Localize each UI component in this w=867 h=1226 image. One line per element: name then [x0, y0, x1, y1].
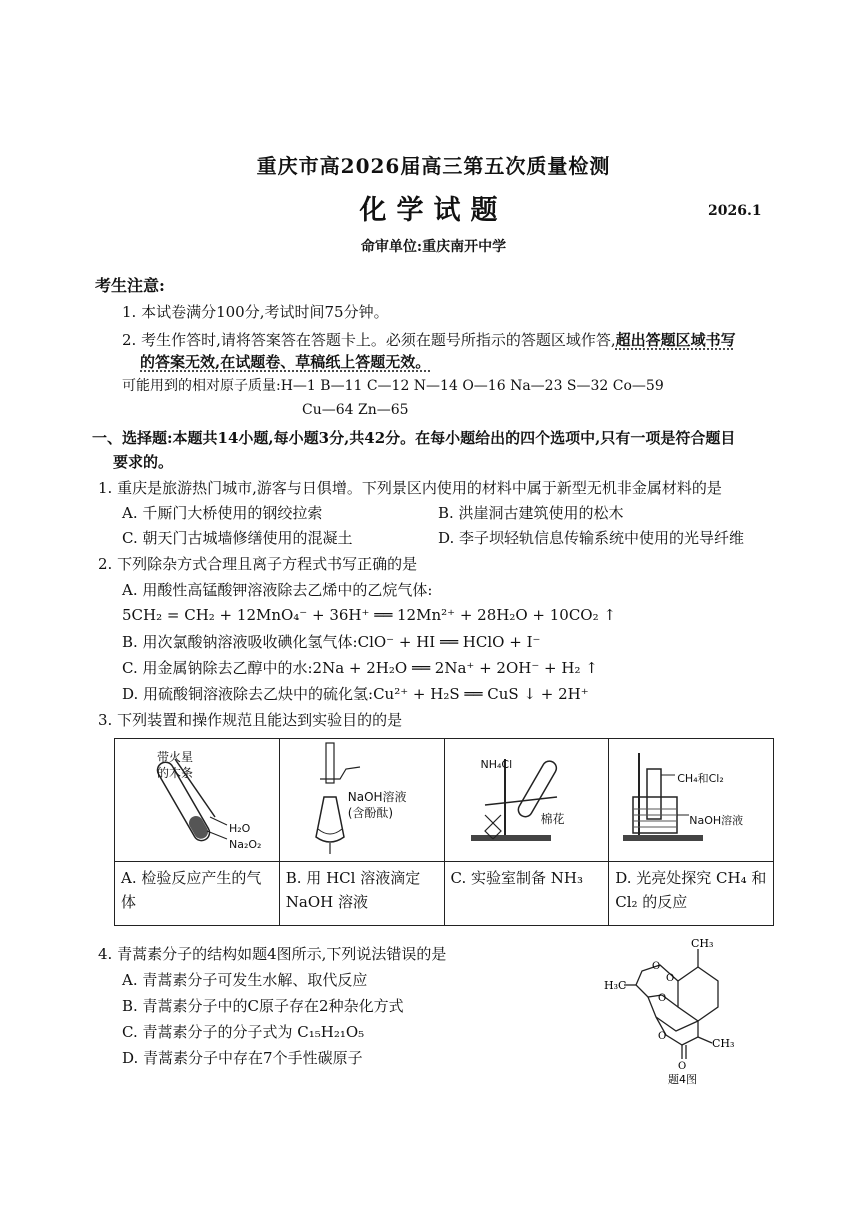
fig-a-label-2: 的木条	[157, 766, 194, 780]
exam-title: 重庆市高2026届高三第五次质量检测	[256, 154, 611, 178]
q4-option-c: C. 青蒿素分子的分子式为 C₁₅H₂₁O₅	[122, 1023, 365, 1041]
notice-item-1: 1. 本试卷满分100分,考试时间75分钟。	[122, 303, 389, 321]
q1-option-b: B. 洪崖洞古建筑使用的松木	[438, 504, 624, 522]
q3-option-a: A. 检验反应产生的气体	[115, 862, 280, 926]
q2-option-b: B. 用次氯酸钠溶液吸收碘化氢气体:ClO⁻ + HI ══ HClO + I⁻	[122, 633, 541, 651]
fig-4-label-o1: O	[652, 961, 661, 972]
notice-item-2	[122, 330, 736, 350]
q2-option-c: C. 用金属钠除去乙醇中的水:2Na + 2H₂O ══ 2Na⁺ + 2OH⁻ + H₂ ↑	[122, 659, 598, 677]
figure-c	[444, 739, 609, 862]
q1-option-a: A. 千厮门大桥使用的钢绞拉索	[122, 504, 323, 522]
q4-option-b: B. 青蒿素分子中的C原子存在2种杂化方式	[122, 997, 404, 1015]
q2-option-a-equation: 5CH₂ = CH₂ + 12MnO₄⁻ + 36H⁺ ══ 12Mn²⁺ + 28H₂O + 10CO₂ ↑	[122, 606, 616, 624]
q2-stem: 2. 下列除杂方式合理且离子方程式书写正确的是	[98, 555, 418, 573]
figure-d	[609, 739, 774, 862]
section-title: 一、选择题:本题共14小题,每小题3分,共42分。在每小题给出的四个选项中,只有一项是符合题目	[92, 429, 736, 447]
q3-apparatus-table	[114, 738, 774, 926]
gas-jar-icon	[609, 739, 769, 861]
fig-4-label-o5: O	[678, 1061, 687, 1072]
figure-a	[115, 739, 280, 862]
artemisinin-structure-icon	[600, 935, 770, 1085]
fig-c-label-2: 棉花	[540, 812, 565, 826]
fig-a-label-4: Na₂O₂	[229, 838, 262, 851]
q3-option-c: C. 实验室制备 NH₃	[444, 862, 609, 926]
notice-item-2-text: 2. 考生作答时,请将答案答在答题卡上。必须在题号所指示的答题区域作答,	[122, 331, 616, 349]
fig-4-label-o4: O	[658, 1031, 667, 1042]
fig-4-label-o3: O	[658, 993, 667, 1004]
q4-stem: 4. 青蒿素分子的结构如题4图所示,下列说法错误的是	[98, 945, 447, 963]
exam-date: 2026.1	[708, 203, 762, 219]
subject-title: 化学试题	[359, 195, 508, 226]
notice-title: 考生注意:	[95, 276, 165, 295]
q1-option-d: D. 李子坝轻轨信息传输系统中使用的光导纤维	[438, 529, 745, 547]
q3-stem: 3. 下列装置和操作规范且能达到实验目的的是	[98, 711, 403, 729]
fig-a-label-1: 带火星	[157, 750, 194, 764]
q1-option-c: C. 朝天门古城墙修缮使用的混凝土	[122, 529, 353, 547]
fig-4-label-ch3-bottom: CH₃	[712, 1037, 735, 1050]
q4-option-a: A. 青蒿素分子可发生水解、取代反应	[122, 971, 368, 989]
author-unit: 命审单位:重庆南开中学	[360, 239, 507, 255]
figure-b	[279, 739, 444, 862]
q1-stem: 1. 重庆是旅游热门城市,游客与日俱增。下列景区内使用的材料中属于新型无机非金属材料的是	[98, 479, 722, 497]
fig-4-label-ch3-top: CH₃	[691, 937, 714, 950]
q3-option-b: B. 用 HCl 溶液滴定 NaOH 溶液	[279, 862, 444, 926]
q3-option-d: D. 光亮处探究 CH₄ 和 Cl₂ 的反应	[609, 862, 774, 926]
q2-option-d: D. 用硫酸铜溶液除去乙炔中的硫化氢:Cu²⁺ + H₂S ══ CuS ↓ + 2H⁺	[122, 685, 589, 703]
fig-4-caption: 题4图	[668, 1073, 697, 1085]
q4-option-d: D. 青蒿素分子中存在7个手性碳原子	[122, 1049, 363, 1067]
section-title-cont: 要求的。	[113, 453, 174, 471]
atomic-masses-2: Cu—64 Zn—65	[302, 402, 409, 418]
notice-item-2-cont	[140, 352, 430, 372]
atomic-masses: 可能用到的相对原子质量:H—1 B—11 C—12 N—14 O—16 Na—23 S—32 Co—59	[122, 378, 664, 394]
fig-b-label-1: NaOH溶液	[347, 790, 407, 804]
notice-item-2-emphasis: 超出答题区域书写	[615, 331, 736, 349]
ammonia-setup-icon	[445, 739, 605, 861]
fig-c-label-1: NH₄Cl	[480, 758, 513, 771]
fig-b-label-2: (含酚酞)	[347, 806, 394, 820]
fig-d-label-1: CH₄和Cl₂	[677, 772, 724, 785]
fig-4-label-h3c: H₃C	[604, 979, 627, 992]
notice-item-2-emphasis-2: 的答案无效,在试题卷、草稿纸上答题无效。	[140, 353, 431, 371]
q2-option-a: A. 用酸性高锰酸钾溶液除去乙烯中的乙烷气体:	[122, 581, 433, 599]
fig-4-label-o2: O	[666, 973, 675, 984]
fig-a-label-3: H₂O	[229, 822, 251, 835]
fig-d-label-2: NaOH溶液	[689, 814, 744, 827]
